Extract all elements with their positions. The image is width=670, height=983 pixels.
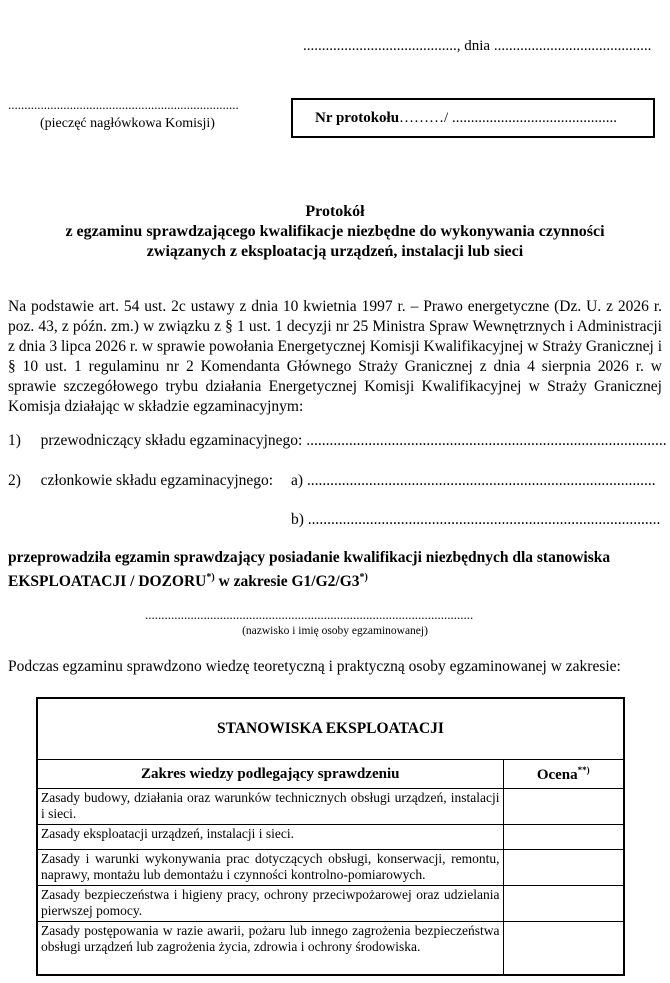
seal-label: (pieczęć nagłówkowa Komisji) (40, 116, 215, 131)
column-header-scope: Zakres wiedzy podlegający sprawdzeniu (38, 760, 503, 789)
grade-cell[interactable] (503, 850, 623, 886)
chair-number: 1) (8, 432, 21, 449)
group-scope: w zakresie G1/G2/G3 (214, 573, 360, 591)
title-line-3: związanych z eksploatacją urządzeń, instalacji lub sieci (146, 243, 524, 260)
seal-placeholder-line: ....................................................................... (8, 97, 239, 112)
member-a-line: a) .......................................................................................... (291, 472, 656, 489)
scope-cell: Zasady eksploatacji urządzeń, instalacji i sieci. (38, 825, 503, 850)
grade-cell[interactable] (503, 922, 623, 974)
title-line-1: Protokół (305, 203, 365, 220)
column-header-grade: Ocena**) (503, 760, 623, 789)
chair-dots: ............................................................................................. (306, 432, 667, 449)
scope-cell: Zasady bezpieczeństwa i higieny pracy, ochrony przeciwpożarowej oraz udzielania pierwszej pomocy. (38, 886, 503, 922)
grade-cell[interactable] (503, 886, 623, 922)
protocol-number-value: ………/ ............................................ (399, 109, 617, 126)
chair-row (8, 432, 667, 450)
footnote-mark-2: *) (359, 572, 368, 583)
chair-label: przewodniczący składu egzaminacyjnego: (40, 432, 307, 449)
legal-basis-paragraph: Na podstawie art. 54 ust. 2c ustawy z dnia 10 kwietnia 1997 r. – Prawo energetyczne (Dz. U. z 2026 r. poz. 43, z późn. zm.) w związku z § 1 ust. 1 decyzji nr 25 Ministra Spraw Wewnętrznych i Administracji z dnia 3 lipca 2026 r. w sprawie powołania Energetycznej Komisji Kwalifikacyjnej w Straży Granicznej i § 10 ust. 1 regulaminu nr 2 Komendanta Głównego Straży Granicznej z dnia 4 sierpnia 2026 r. w sprawie szczegółowego trybu działania Energetycznej Komisji Kwalifikacyjnej w Straży Granicznej Komisja działając w składzie egzaminacyjnym: (8, 298, 662, 415)
examinee-name-label: (nazwisko i imię osoby egzaminowanej) (242, 625, 428, 637)
table-row (38, 886, 623, 922)
scope-cell: Zasady postępowania w razie awarii, pożaru lub innego zagrożenia bezpieczeństwa obsługi urządzeń lub zagrożenia życia, zdrowia i ochrony środowiska. (38, 922, 503, 974)
table-row (38, 850, 623, 886)
table-row (38, 922, 623, 974)
exam-scope-table (36, 697, 625, 976)
grade-cell[interactable] (503, 789, 623, 825)
title-line-2: z egzaminu sprawdzającego kwalifikacje niezbędne do wykonywania czynności (65, 223, 605, 240)
table-row (38, 825, 623, 850)
place-date-line: ........................................., dnia .......................................... (303, 38, 652, 54)
exam-conclusion (8, 548, 662, 592)
document-title (0, 202, 670, 262)
examinee-name-line: ..................................................................................................... (145, 607, 474, 622)
grade-cell[interactable] (503, 825, 623, 850)
scope-cell: Zasady i warunki wykonywania prac dotyczących obsługi, konserwacji, remontu, naprawy, montażu lub demontażu i czynności kontrolno-pomiarowych. (38, 850, 503, 886)
table-title: STANOWISKA EKSPLOATACJI (38, 699, 623, 760)
scope-cell: Zasady budowy, działania oraz warunków technicznych obsługi urządzeń, instalacji i sieci. (38, 789, 503, 825)
position-type: EKSPLOATACJI / DOZORU (8, 573, 207, 591)
protocol-number-label: Nr protokołu (315, 109, 400, 126)
conclusion-line-1: przeprowadziła egzamin sprawdzający posiadanie kwalifikacji niezbędnych dla stanowiska (8, 549, 611, 566)
members-label: członkowie składu egzaminacyjnego: (40, 472, 274, 489)
footnote-mark-1: *) (206, 572, 215, 583)
member-b-line: b) ........................................................................................... (291, 511, 661, 528)
protocol-number-box (291, 98, 655, 138)
members-number: 2) (8, 472, 21, 489)
table-row (38, 789, 623, 825)
members-row (8, 472, 273, 490)
scope-intro: Podczas egzaminu sprawdzono wiedzę teoretyczną i praktyczną osoby egzaminowanej w zakresie: (8, 658, 621, 675)
